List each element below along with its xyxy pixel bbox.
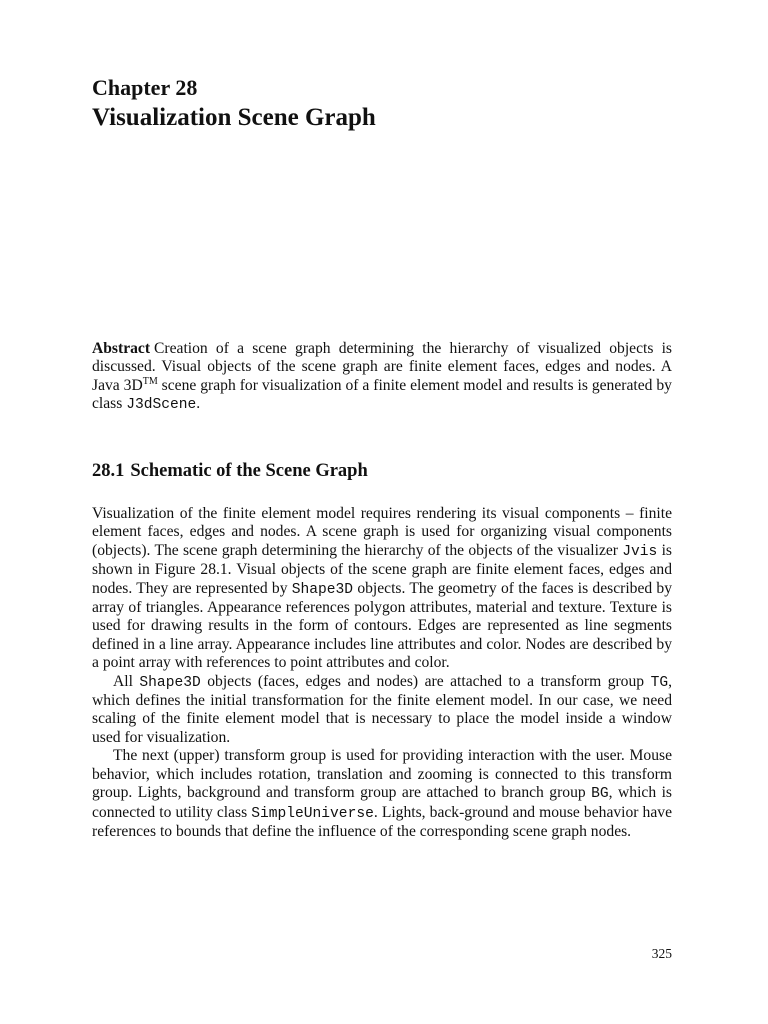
section-number: 28.1	[92, 461, 125, 481]
p1-code-jvis: Jvis	[622, 543, 658, 560]
abstract-text-2: scene graph for visualization of a finite element model and results is generated by class	[92, 376, 672, 413]
chapter-title: Visualization Scene Graph	[92, 104, 376, 131]
p3-text-3: . Lights, back-ground and mouse behavior have references to bounds that define the influence of the corresponding scene graph nodes.	[92, 803, 672, 840]
abstract-text-3: .	[196, 395, 201, 413]
trademark-mark: TM	[142, 375, 158, 387]
paragraph-1	[92, 505, 672, 673]
p2-text-3: , which defines the initial transformation for the finite element model. In our case, we need scaling of the finite element model that is necessary to place the model inside a window used for visualization.	[92, 672, 672, 746]
abstract-lead: Abstract	[92, 340, 151, 357]
paragraph-3	[92, 747, 672, 841]
section-body	[92, 505, 672, 841]
section-title: Schematic of the Scene Graph	[130, 461, 368, 481]
p2-code-shape3d: Shape3D	[139, 674, 201, 691]
p3-code-bg: BG	[591, 786, 609, 803]
p1-text-2: is shown in Figure 28.1. Visual objects of the scene graph are finite element faces, edges and nodes. They are represented by	[92, 541, 672, 597]
p2-text-1: All	[113, 672, 140, 690]
p1-code-shape3d: Shape3D	[291, 581, 354, 598]
chapter-label: Chapter 28	[92, 75, 198, 100]
page-number: 325	[651, 946, 672, 961]
p3-text-1: The next (upper) transform group is used for providing interaction with the user. Mouse behavior, which includes rotation, translation and zooming is connected to this transform group. Lights, background and transform group are attached to branch group	[92, 747, 672, 802]
p1-text-1: Visualization of the finite element model requires rendering its visual components – finite element faces, edges and nodes. A scene graph is used for organizing visual components (objects). The scene graph determining the hierarchy of the objects of the visualizer	[92, 505, 672, 559]
section-heading	[92, 460, 368, 482]
abstract	[92, 340, 672, 415]
p1-text-3: objects. The geometry of the faces is described by array of triangles. Appearance references polygon attributes, material and texture. Texture is used for drawing results in the form of contours. Edges are represented as line segments defined in a line array. Appearance includes line attributes and color. Nodes are described by a point array with references to point attributes and color.	[92, 579, 673, 672]
paragraph-2	[92, 673, 672, 748]
abstract-class-name: J3dScene	[126, 397, 197, 414]
p3-text-2: , which is connected to utility class	[92, 784, 672, 821]
p3-code-simpleuniverse: SimpleUniverse	[251, 805, 374, 822]
p2-text-2: objects (faces, edges and nodes) are attached to a transform group	[200, 672, 651, 690]
abstract-text-1: Creation of a scene graph determining the hierarchy of visualized objects is discussed. Visual objects of the scene graph are finite element faces, edges and nodes. A Java 3D	[92, 340, 672, 394]
p2-code-tg: TG	[650, 674, 669, 691]
